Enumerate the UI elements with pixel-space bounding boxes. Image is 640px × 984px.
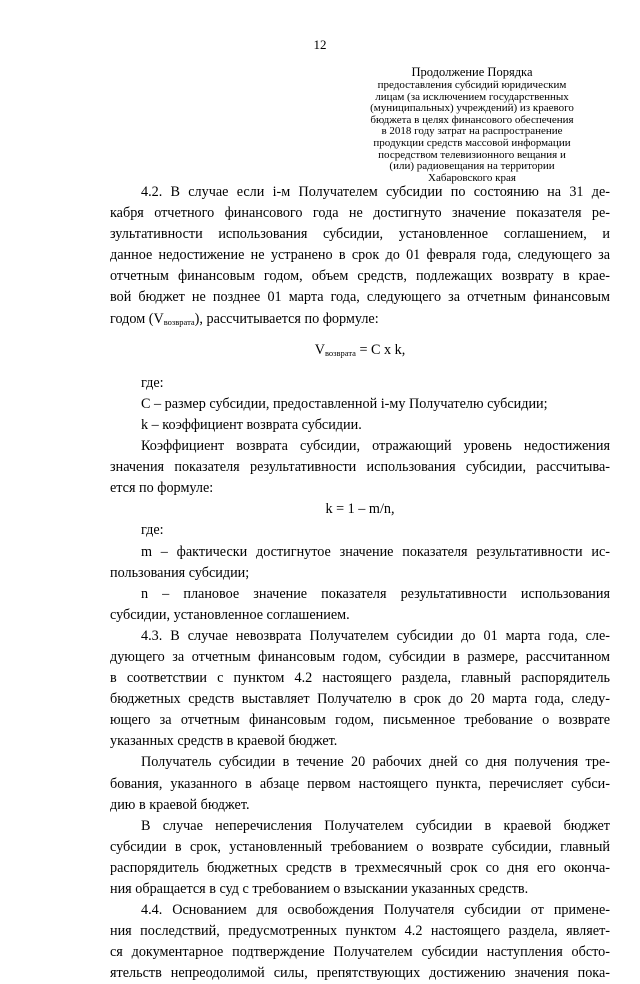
- definition-k: k – коэффициент возврата субсидии.: [141, 416, 362, 433]
- document-header: [348, 66, 596, 184]
- header-line: в 2018 году затрат на распространение: [381, 125, 563, 138]
- text-line: субсидии в срок, установленный требованием о возврате субсидии, главный: [110, 838, 610, 855]
- text-line: n – плановое значение показателя результативности использования: [141, 585, 610, 602]
- header-line: (муниципальных) учреждений) из краевого: [370, 102, 574, 115]
- text-line: указанных средств в краевой бюджет.: [110, 733, 338, 750]
- document-body: [110, 182, 610, 984]
- paragraph-4-3-recipient: [110, 752, 610, 815]
- paragraph-coefficient: [110, 436, 610, 499]
- formula-symbol: V: [314, 341, 325, 358]
- text-line: m – фактически достигнутое значение показателя результативности ис-: [141, 543, 610, 560]
- text-line: Получатель субсидии в течение 20 рабочих дней со дня получения тре-: [141, 754, 610, 771]
- text-line: распорядитель бюджетных средств в трехмесячный срок со дня его оконча-: [110, 859, 610, 876]
- header-line: предоставления субсидий юридическим: [377, 79, 567, 91]
- subscript: возврата: [163, 316, 195, 327]
- text-line: Коэффициент возврата субсидии, отражающий уровень недостижения: [141, 438, 610, 455]
- text-line: бования, указанного в абзаце первом настоящего пункта, перечисляет субси-: [110, 775, 610, 792]
- paragraph-4-3: [110, 626, 610, 753]
- text-line: ния обращается в суд с требованием о взыскании указанных средств.: [110, 881, 529, 897]
- text-line: 4.3. В случае невозврата Получателем субсидии до 01 марта года, сле-: [141, 627, 610, 644]
- definition-m: [110, 542, 610, 584]
- text-line: ния последствий, предусмотренных пунктом 4.2 настоящего раздела, являет-: [110, 923, 610, 940]
- header-line: Хабаровского края: [428, 171, 516, 184]
- where-label: где:: [141, 522, 164, 539]
- paragraph-4-3-court: [110, 816, 610, 900]
- text-line: отчетным финансовым годом, объем средств, подлежащих возврату в крае-: [110, 268, 610, 285]
- text-line: В случае неперечисления Получателем субсидии в краевой бюджет: [141, 817, 610, 834]
- paragraph-4-4: [110, 900, 610, 984]
- formula-v-vozvrata: [110, 340, 610, 361]
- text-line: субсидии, установленное соглашением.: [110, 606, 350, 623]
- page-number: 12: [313, 37, 327, 52]
- text-line: дующего за отчетным финансовым годом, субсидии в размере, рассчитанном: [110, 648, 610, 665]
- text-line: ющего за отчетным финансовым годом, письменное требование о возврате: [110, 712, 610, 729]
- subscript: возврата: [324, 347, 356, 358]
- header-line: посредством телевизионного вещания и: [378, 148, 566, 161]
- text-line: значения показателя результативности использования субсидии, рассчитыва-: [110, 459, 610, 476]
- text-line: данное недостижение не устранено в срок до 01 февраля года, следующего за: [110, 247, 610, 264]
- header-line: бюджета в целях финансового обеспечения: [370, 113, 574, 126]
- header-line: (или) радиовещания на территории: [389, 160, 555, 173]
- formula-rest: = C x k,: [355, 341, 406, 358]
- text-line: [110, 309, 610, 330]
- text-line: ется по формуле:: [110, 480, 214, 497]
- text-line: зультативности использования субсидии, установленное соглашением, и: [110, 226, 610, 243]
- definition-n: [110, 584, 610, 626]
- text-line: пользования субсидии;: [110, 564, 250, 581]
- text-line: дию в краевой бюджет.: [110, 796, 250, 813]
- text-line: вой бюджет не позднее 01 марта года, следующего за отчетным финансовым: [110, 289, 610, 306]
- paragraph-4-2: [110, 182, 610, 330]
- header-line: продукции средств массовой информации: [373, 136, 571, 149]
- text-line: кабря отчетного финансового года не достигнуто значение показателя ре-: [110, 205, 610, 222]
- text-line: 4.2. В случае если i-м Получателем субсидии по состоянию на 31 де-: [141, 184, 610, 200]
- text-line: бюджетных средств выставляет Получателю в срок до 20 марта года, следу-: [110, 691, 610, 708]
- text-line: ся документарное подтверждение Получателем субсидии наступления обсто-: [110, 944, 610, 961]
- where-label: где:: [141, 374, 164, 391]
- text-line: в соответствии с пунктом 4.2 настоящего раздела, главный распорядитель: [110, 670, 610, 687]
- text-fragment: годом (V: [110, 310, 164, 327]
- text-line: ятельств непреодолимой силы, препятствующих достижению значения пока-: [110, 965, 610, 982]
- formula-k: k = 1 – m/n,: [325, 501, 395, 518]
- text-line: 4.4. Основанием для освобождения Получателя субсидии от примене-: [141, 902, 610, 919]
- header-line: лицам (за исключением государственных: [375, 90, 569, 103]
- header-line: Продолжение Порядка: [411, 65, 533, 79]
- text-fragment: ), рассчитывается по формуле:: [194, 310, 379, 327]
- definition-c: C – размер субсидии, предоставленной i-му Получателю субсидии;: [141, 395, 548, 412]
